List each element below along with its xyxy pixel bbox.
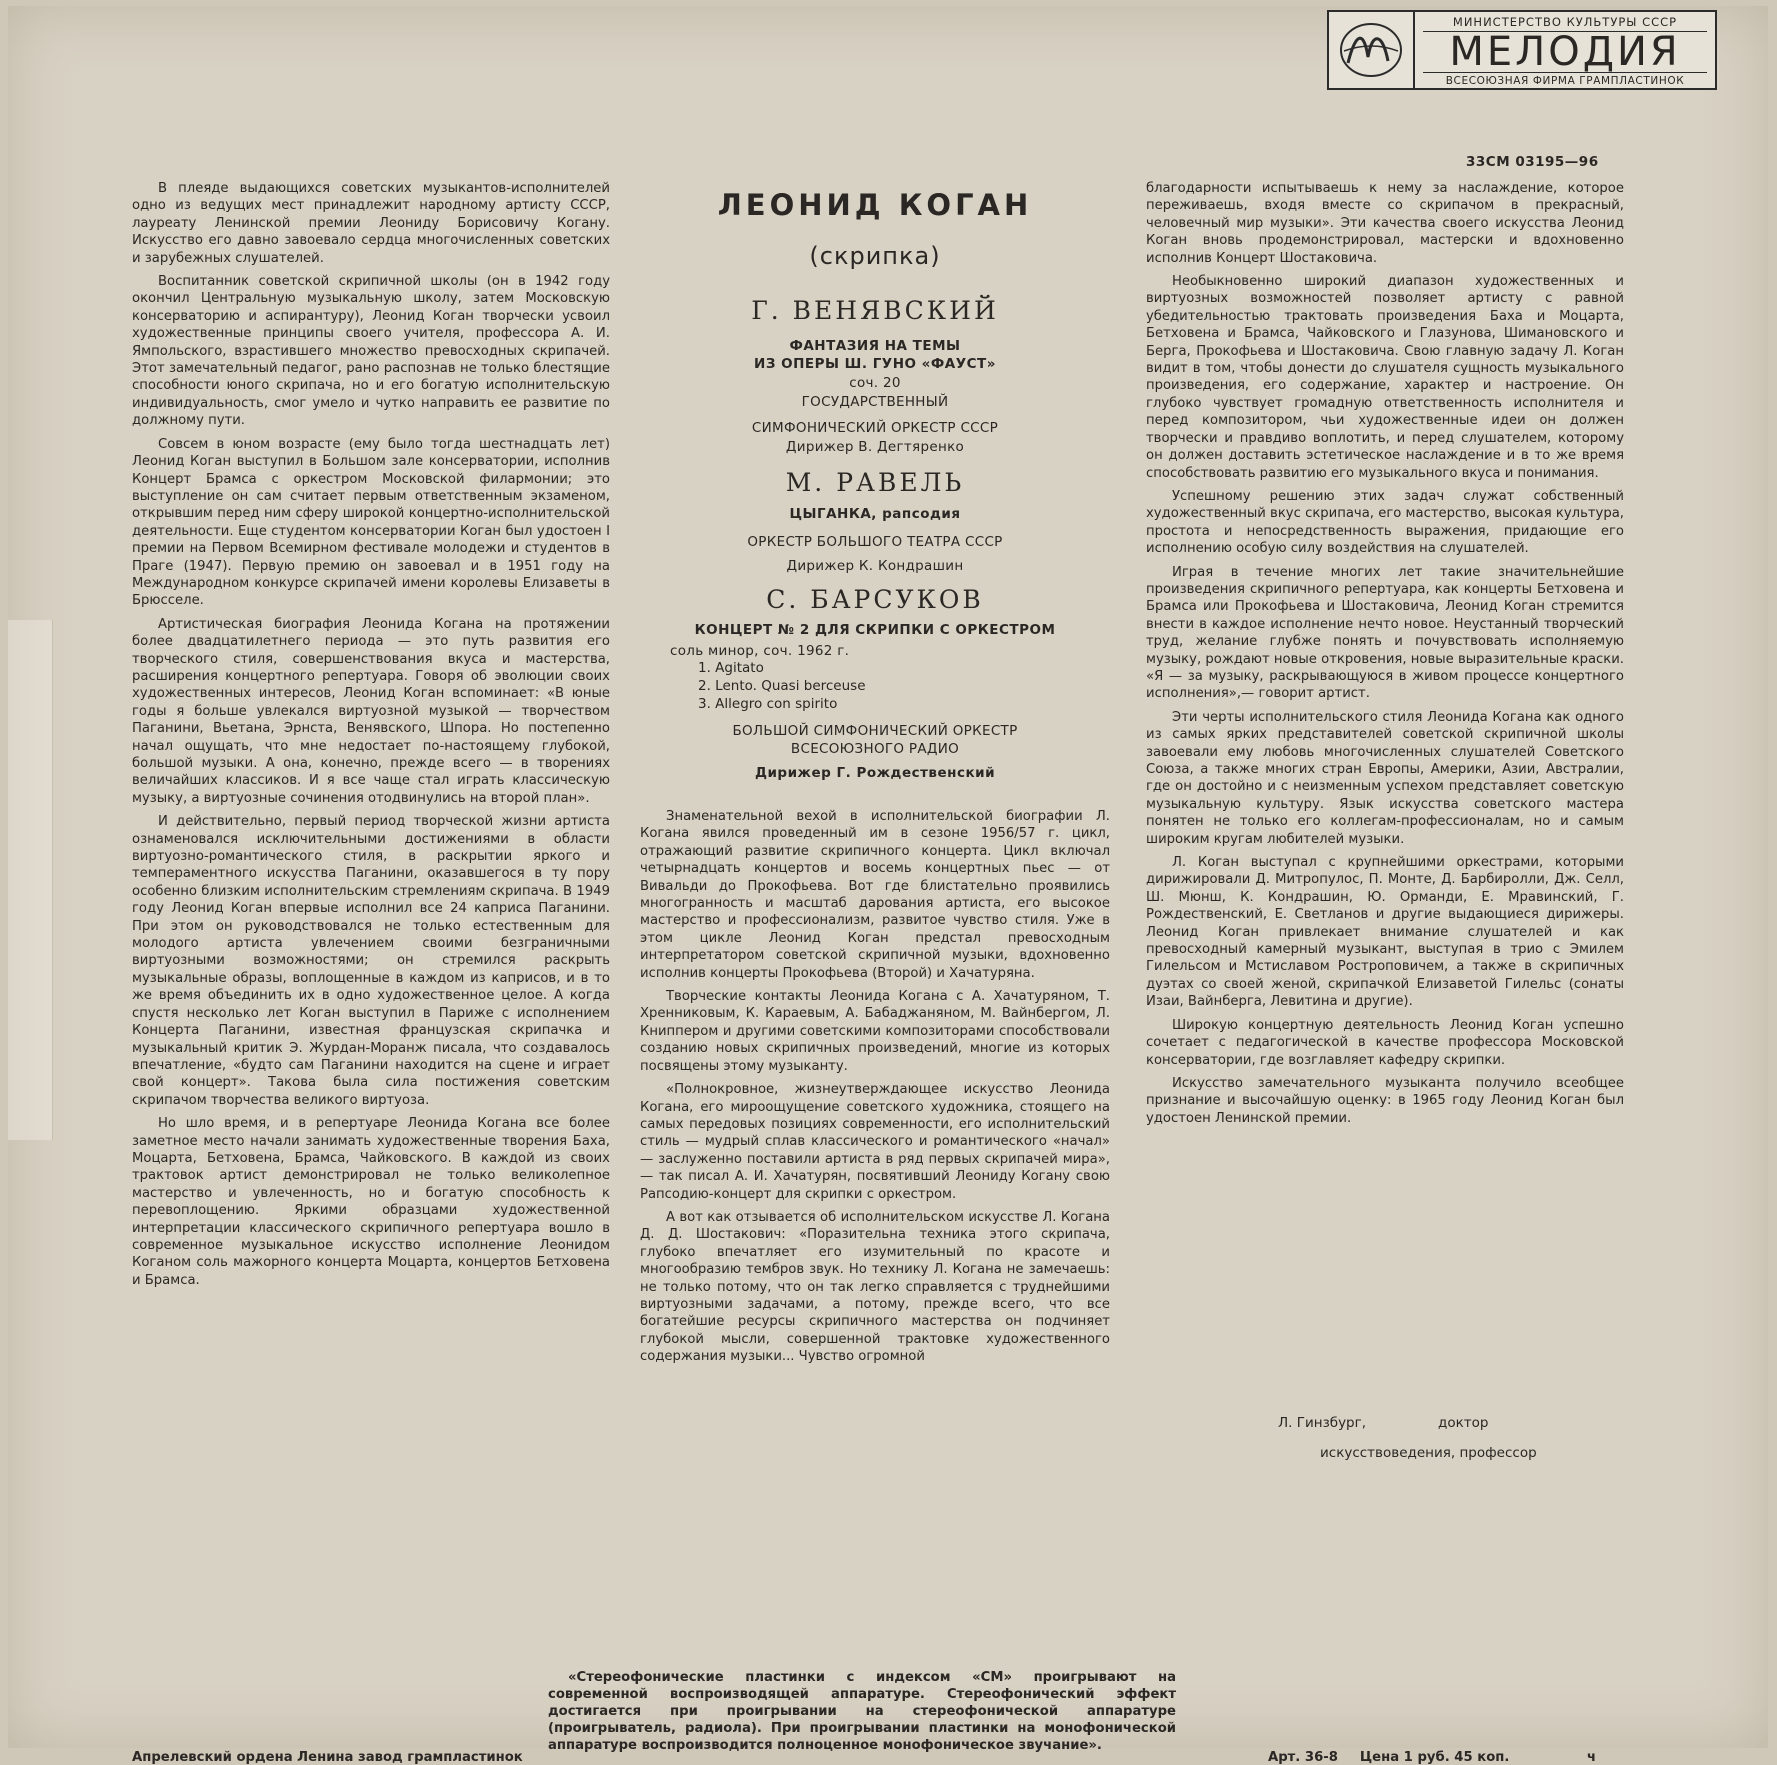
article-paragraph: Знаменательной вехой в исполнительской биографии Л. Когана явился проведенный им в сезоне 1956/57 г. цикл, отражающий развитие скрипичного концерта. Цикл включал четырнадцать концертов и восемь концертных пьес — от Вивальди до Прокофьева. Вот где блистательно проявились многогранность и масштаб дарования артиста, его высокое мастерство и профессионализм, развитое чувство стиля. Уже в этом цикле Леонид Коган предстал превосходным интерпретатором советской скрипичной музыки, вдохновенно исполнив концерты Прокофьева (Второй) и Хачатуряна. bbox=[640, 809, 1110, 981]
article-paragraph: А вот как отзывается об исполнительском искусстве Л. Когана Д. Д. Шостакович: «Поразительна техника этого скрипача, глубоко впечатляет его изумительный по красоте и многообразию тембров звук. Но технику Л. Когана не замечаешь: не только потому, что он так легко справляется с труднейшими виртуозными задачами, а потому, прежде всего, что все богатейшие ресурсы скрипичного мастерства он подчиняет глубокой мысли, совершенной трактовке художественного содержания музыки... Чувство огромной bbox=[640, 1209, 1110, 1365]
composer-ravel: М. РАВЕЛЬ bbox=[785, 468, 965, 497]
article-left-column bbox=[132, 180, 610, 1295]
article-paragraph: Искусство замечательного музыканта получило всеобщее признание и высочайшую оценку: в 1965 году Леонид Коган был удостоен Ленинской премии. bbox=[1146, 1075, 1624, 1126]
work1-orchestra-line2: СИМФОНИЧЕСКИЙ ОРКЕСТР СССР bbox=[751, 420, 999, 436]
article-paragraph: И действительно, первый период творческой жизни артиста ознаменовался исключительными достижениями в области виртуозно-романтического стиля, в раскрытии яркого и темпераментного искусства Паганини, оказавшегося в ту пору особенно близким исполнительским стремлениям скрипача. В 1949 году Леонид Коган впервые исполнил все 24 каприса Паганини. При этом он руководствовался не только естественным для молодого артиста увлечением своими безграничными виртуозными возможностями; он стремился раскрыть музыкальные образы, воплощенные в каждом из каприсов, и в то же время объединить их в одно художественное целое. А когда спустя несколько лет Коган выступил в Париже с исполнением Концерта Паганини, известная французская скрипачка и музыкальный критик Э. Журдан-Моранж писала, что создавалось впечатление, «будто сам Паганини находится на сцене и играет свой концерт». Такова была сила постижения советским скрипачом творчества великого виртуоза. bbox=[132, 814, 610, 1108]
article-paragraph: Совсем в юном возрасте (ему было тогда шестнадцать лет) Леонид Коган выступил в Большом зале консерватории, исполнив Концерт Брамса с оркестром Московской филармонии; это выступление он сам считает первым ответственным экзаменом, открывшим перед ним сферу широкой концертно-исполнительской деятельности. Еще студентом консерватории Коган был удостоен I премии на Первом Всемирном фестивале молодежи и студентов в Праге (1947). Первую премию он завоевал и в 1951 году на Международном конкурсе скрипачей имени королевы Елизаветы в Брюсселе. bbox=[132, 436, 610, 609]
work3-conductor: Дирижер Г. Рождественский bbox=[754, 765, 996, 781]
work1-orchestra-line1: ГОСУДАРСТВЕННЫЙ bbox=[801, 394, 949, 410]
logo-ministry: МИНИСТЕРСТВО КУЛЬТУРЫ СССР bbox=[1423, 15, 1707, 32]
article-paragraph: Артистическая биография Леонида Когана на протяжении более двадцатилетнего периода — это путь развития его творческого стиля, совершенствования вкуса и мастерства, расширения концертного репертуара. Говоря об эволюции своих художественных интересов, Леонид Коган вспоминает: «В юные годы я больше увлекался виртуозной музыкой — творчеством Паганини, Вьетана, Эрнста, Венявского, Шпора. Но постепенно начал ощущать, что мне недостает по-настоящему глубокой, большой музыки. А она, конечно, прежде всего — в творениях величайших классиков. И я все чаще стал играть классическую музыку, а виртуозные сочинения отодвинулись на второй план». bbox=[132, 616, 610, 806]
catalog-number: 33СМ 03195—96 bbox=[1466, 154, 1599, 170]
artist-name: ЛЕОНИД КОГАН bbox=[717, 188, 1033, 222]
article-paragraph: Воспитанник советской скрипичной школы (он в 1942 году окончил Центральную музыкальную школу, затем Московскую консерваторию и аспирантуру), Леонид Коган творчески усвоил художественные принципы своего учителя, профессора А. И. Ямпольского, взрастившего множество превосходных скрипачей. Этот замечательный педагог, рано распознав не только блестящие способности юного скрипача, но и его богатую исполнительскую индивидуальность, смог умело и чутко направить ее развитие по должному пути. bbox=[132, 274, 610, 429]
article-paragraph: «Полнокровное, жизнеутверждающее искусство Леонида Когана, его мироощущение советского художника, стоящего на самых передовых позициях современности, его исполнительский стиль — мудрый сплав классического и романтического «начал» — заслуженно поставили артиста в ряд первых скрипачей мира»,— так писал А. И. Хачатурян, посвятивший Леониду Когану свою Рапсодию-концерт для скрипки с оркестром. bbox=[640, 1082, 1110, 1202]
work3-title: КОНЦЕРТ № 2 ДЛЯ СКРИПКИ С ОРКЕСТРОМ bbox=[694, 622, 1056, 638]
signature-title1: доктор bbox=[1438, 1415, 1489, 1431]
melodiya-logo bbox=[1327, 10, 1717, 90]
article-paragraph: Но шло время, и в репертуаре Леонида Когана все более заметное место начали занимать художественные творения Баха, Моцарта, Бетховена, Брамса, Чайковского. В каждой из своих трактовок артист демонстрировал не только великолепное мастерство и увлеченность, но и богатую способность к перевоплощению. Яркими образцами художественной интерпретации классического скрипичного репертуара вошло в современное музыкальное искусство исполнение Леонидом Коганом соль мажорного концерта Моцарта, концертов Бетховена и Брамса. bbox=[132, 1116, 610, 1288]
logo-brand: МЕЛОДИЯ bbox=[1449, 29, 1681, 75]
work1-conductor: Дирижер В. Дегтяренко bbox=[785, 439, 965, 455]
article-paragraph: Необыкновенно широкий диапазон художественных и виртуозных возможностей позволяет артисту с равной убедительностью трактовать произведения Баха и Моцарта, Бетховена и Брамса, Чайковского и Глазунова, Шимановского и Берга, Прокофьева и Шостаковича. Свою главную задачу Л. Коган видит в том, чтобы донести до слушателя сущность музыкального произведения, его содержание, характер и настроение. Он глубоко чувствует громадную ответственность исполнителя и перед композитором, чьи художественные идеи он должен творчески и правдиво воплотить, и перед слушателем, которому он должен доставить эстетическое наслаждение и в то же время способствовать развитию его музыкального вкуса и понимания. bbox=[1146, 274, 1624, 481]
work1-title-line1: ФАНТАЗИЯ НА ТЕМЫ bbox=[789, 338, 961, 354]
logo-firm: ВСЕСОЮЗНАЯ ФИРМА ГРАМПЛАСТИНОК bbox=[1423, 72, 1707, 87]
composer-wieniawski: Г. ВЕНЯВСКИЙ bbox=[751, 296, 999, 325]
article-paragraph: Играя в течение многих лет такие значительнейшие произведения скрипичного репертуара, как концерты Бетховена и Брамса или Прокофьева и Шостаковича, Леонид Коган стремится внести в каждое исполнение нечто новое. Неустанный творческий труд, желание глубже понять и почувствовать исполняемую музыку, рождают новые откровения, новые выразительные краски. «Я — за музыку, раскрывающуюся в живом процессе концертного исполнения»,— говорит артист. bbox=[1146, 564, 1624, 702]
work2-conductor: Дирижер К. Кондрашин bbox=[786, 558, 964, 574]
price: Цена 1 руб. 45 коп. bbox=[1359, 1750, 1510, 1765]
tape-residue bbox=[8, 620, 53, 1140]
article-paragraph: Творческие контакты Леонида Когана с А. Хачатуряном, Т. Хренниковым, К. Караевым, А. Бабаджаняном, М. Вайнбергом, Л. Книппером и другими советскими композиторами способствовали созданию новых скрипичных произведений, многие из которых посвящены этому музыканту. bbox=[640, 989, 1110, 1074]
work1-title-line2: ИЗ ОПЕРЫ Ш. ГУНО «ФАУСТ» bbox=[754, 356, 996, 372]
work3-key: соль минор, соч. 1962 г. bbox=[670, 643, 850, 659]
movement-item: 2. Lento. Quasi berceuse bbox=[698, 678, 866, 694]
melodiya-emblem-icon bbox=[1329, 12, 1415, 88]
article-paragraph: Л. Коган выступал с крупнейшими оркестрами, которыми дирижировали Д. Митропулос, П. Монте, Д. Барбиролли, Дж. Селл, Ш. Мюнш, К. Кондрашин, Ю. Орманди, Е. Мравинский, Г. Рождественский, Е. Светланов и другие выдающиеся дирижеры. Леонид Коган привлекает внимание слушателей и как превосходный камерный музыкант, выступая в трио с Эмилем Гилельсом и Мстиславом Ростроповичем, а также в скрипичных дуэтах со своей женой, скрипачкой Елизаветой Гилельс (сонаты Изаи, Вайнберга, Левитина и другие). bbox=[1146, 855, 1624, 1010]
article-paragraph: благодарности испытываешь к нему за наслаждение, которое переживаешь, входя вместе со скрипачом в прекрасный, человечный мир музыки». Эти качества своего искусства Леонид Коган вновь продемонстрировал, мастерски и вдохновенно исполнив Концерт Шостаковича. bbox=[1146, 181, 1624, 266]
stereo-notice: «Стереофонические пластинки с индексом «СМ» проигрывают на современной воспроизводящей аппаратуре. Стереофонический эффект достигается при проигрывании на стереофонической аппаратуре (проигрыватель, радиола). При проигрывании пластинки на монофонической аппаратуре воспроизводится полноценное монофоническое звучание». bbox=[548, 1670, 1176, 1753]
signature-name: Л. Гинзбург, bbox=[1278, 1415, 1367, 1431]
movement-item: 3. Allegro con spirito bbox=[698, 696, 838, 712]
work2-orchestra: ОРКЕСТР БОЛЬШОГО ТЕАТРА СССР bbox=[747, 534, 1003, 550]
price-line bbox=[1268, 1750, 1531, 1765]
article-paragraph: Эти черты исполнительского стиля Леонида Когана как одного из самых ярких представителей советской скрипичной школы завоевали ему любовь многочисленных слушателей Советского Союза, а также многих стран Европы, Америки, Азии, Австралии, где он достойно и с неизменным успехом представляет советскую музыкальную культуру. Язык искусства советского мастера понятен не только его коллегам-профессионалам, но и самым широким кругам любителей музыки. bbox=[1146, 709, 1624, 847]
article-middle-column bbox=[640, 808, 1110, 1372]
plant-name: Апрелевский ордена Ленина завод грампластинок bbox=[132, 1750, 523, 1765]
movement-item: 1. Agitato bbox=[698, 660, 764, 676]
article-paragraph: В плеяде выдающихся советских музыкантов-исполнителей одно из ведущих мест принадлежит народному артисту СССР, лауреату Ленинской премии Леониду Борисовичу Когану. Искусство его давно завоевало сердца многочисленных советских и зарубежных слушателей. bbox=[132, 181, 610, 266]
article-code: Арт. 36-8 bbox=[1268, 1750, 1338, 1765]
work2-title: ЦЫГАНКА, рапсодия bbox=[789, 506, 961, 522]
composer-barsukov: С. БАРСУКОВ bbox=[766, 585, 984, 614]
signature-title2: искусствоведения, профессор bbox=[1320, 1445, 1537, 1461]
work3-orchestra-line1: БОЛЬШОЙ СИМФОНИЧЕСКИЙ ОРКЕСТР bbox=[732, 723, 1018, 739]
signature-block bbox=[1278, 1408, 1537, 1468]
article-paragraph: Успешному решению этих задач служат собственный художественный вкус скрипача, его мастерство, высокая культура, простота и непосредственность выражения, придающие его исполнению особую силу воздействия на слушателей. bbox=[1146, 488, 1624, 557]
article-right-column bbox=[1146, 180, 1624, 1133]
article-paragraph: Широкую концертную деятельность Леонид Коган успешно сочетает с педагогической в качестве профессора Московской консерватории, где возглавляет кафедру скрипки. bbox=[1146, 1017, 1624, 1068]
footer-code: ч bbox=[1587, 1750, 1596, 1765]
instrument: (скрипка) bbox=[809, 242, 941, 270]
work3-orchestra-line2: ВСЕСОЮЗНОГО РАДИО bbox=[790, 741, 960, 757]
work3-movements bbox=[698, 659, 866, 713]
work1-opus: соч. 20 bbox=[849, 375, 901, 391]
